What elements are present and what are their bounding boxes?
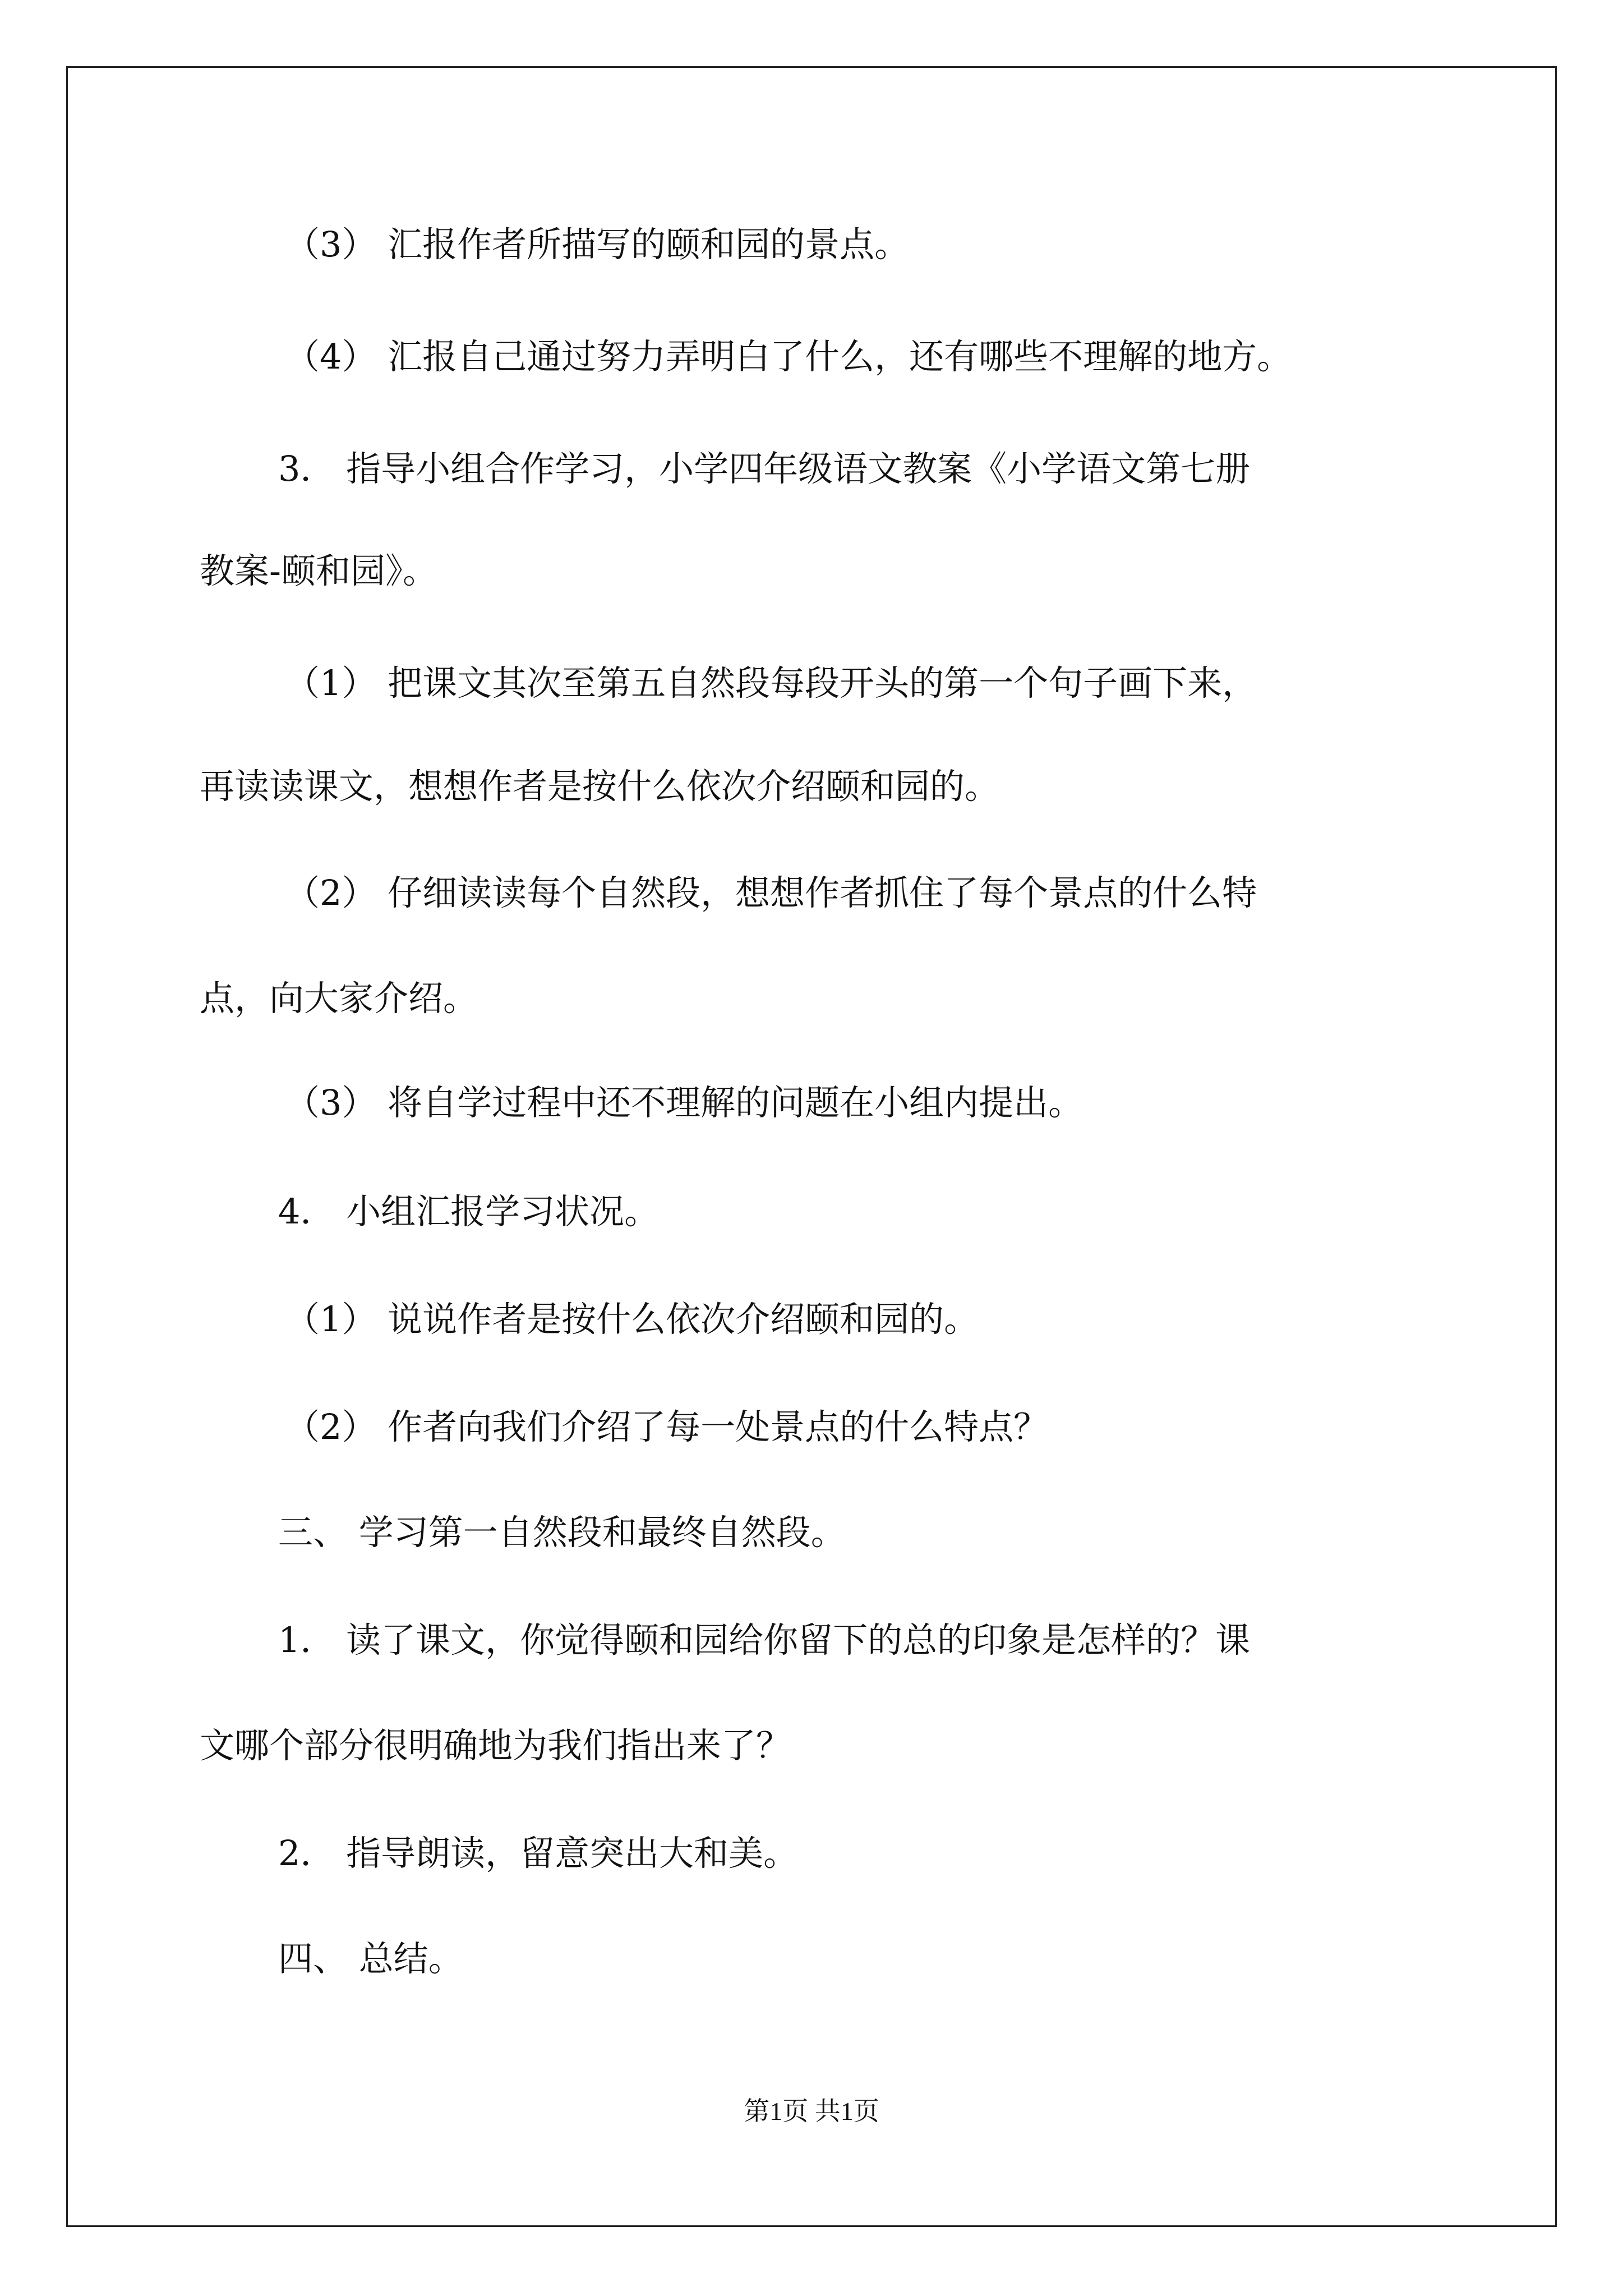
text-line-8: 点，向大家介绍。 (200, 978, 478, 1019)
text-line-16: 2． 指导朗读，留意突出大和美。 (278, 1833, 799, 1874)
text-line-3: 3． 指导小组合作学习，小学四年级语文教案《小学语文第七册 (278, 448, 1251, 489)
text-line-11: （1） 说说作者是按什么依次介绍颐和园的。 (285, 1299, 979, 1340)
text-line-7: （2） 仔细读读每个自然段，想想作者抓住了每个景点的什么特 (285, 872, 1257, 913)
page-border (66, 66, 1557, 2227)
text-line-9: （3） 将自学过程中还不理解的问题在小组内提出。 (285, 1082, 1083, 1123)
text-line-5: （1） 把课文其次至第五自然段每段开头的第一个句子画下来， (285, 662, 1257, 703)
text-line-12: （2） 作者向我们介绍了每一处景点的什么特点？ (285, 1406, 1049, 1447)
text-line-14: 1． 读了课文，你觉得颐和园给你留下的总的印象是怎样的？课 (278, 1619, 1251, 1660)
text-line-6: 再读读课文，想想作者是按什么依次介绍颐和园的。 (200, 766, 1000, 807)
text-line-10: 4． 小组汇报学习状况。 (278, 1191, 660, 1232)
text-line-4: 教案-颐和园》。 (200, 550, 437, 591)
text-line-2: （4） 汇报自己通过努力弄明白了什么，还有哪些不理解的地方。 (285, 336, 1292, 377)
text-line-15: 文哪个部分很明确地为我们指出来了？ (200, 1725, 791, 1766)
page-number-footer: 第1页 共1页 (744, 2097, 879, 2125)
text-line-13: 三、 学习第一自然段和最终自然段。 (278, 1512, 846, 1553)
text-line-1: （3） 汇报作者所描写的颐和园的景点。 (285, 224, 910, 265)
text-line-17: 四、 总结。 (278, 1938, 463, 1979)
